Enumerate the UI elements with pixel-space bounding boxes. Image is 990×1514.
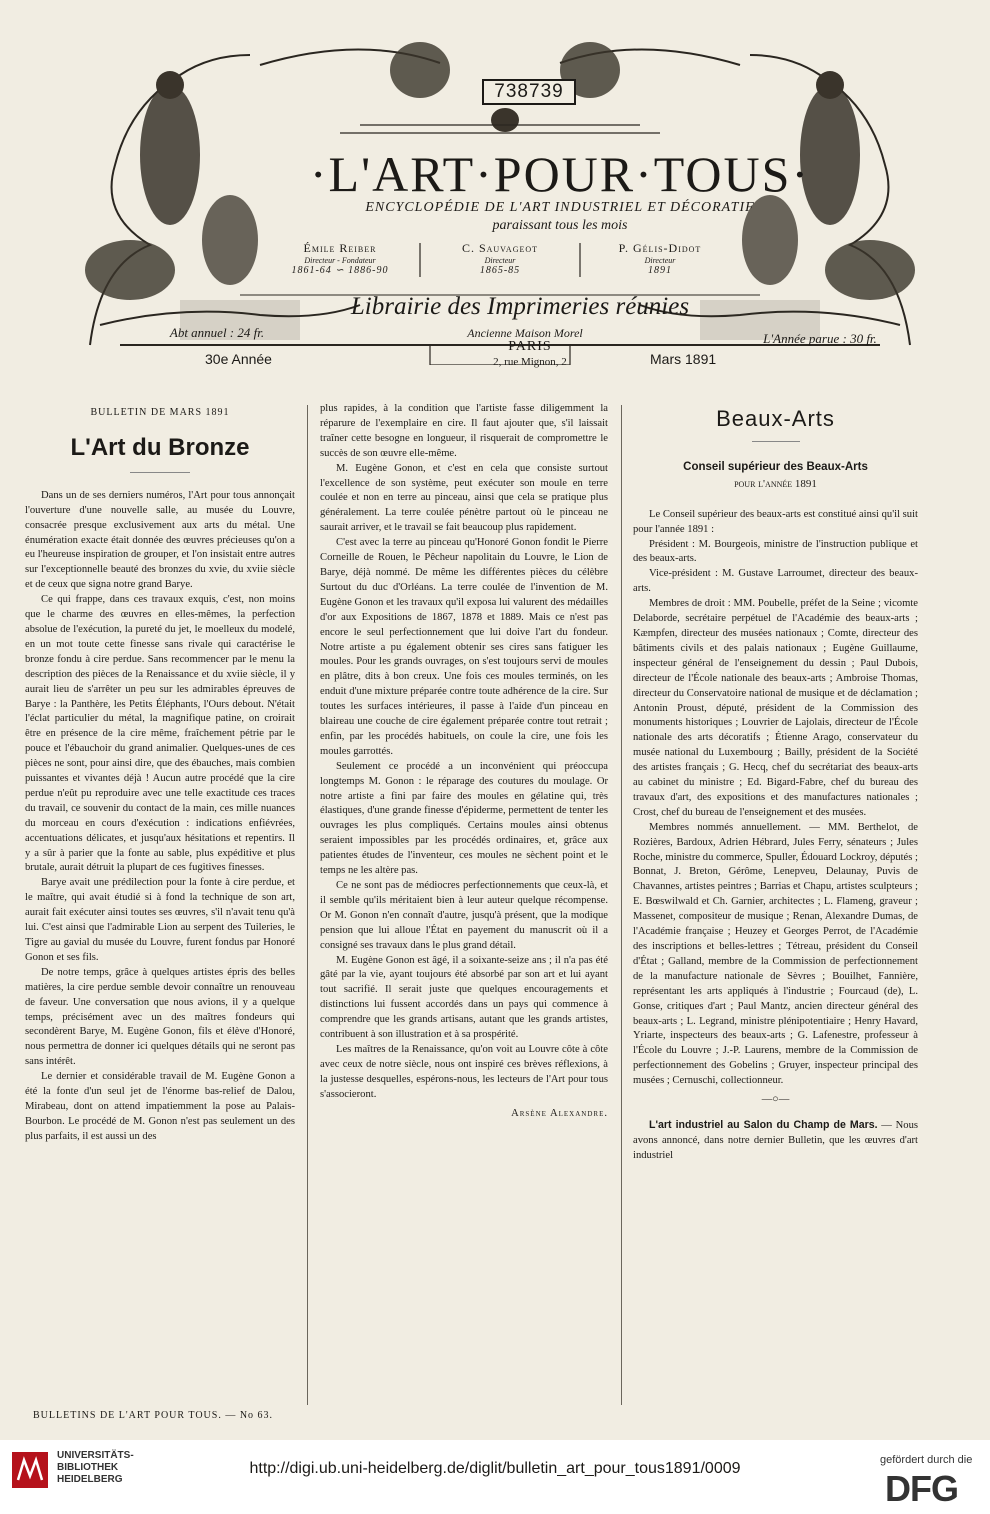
director-reiber <box>255 241 425 276</box>
director-dates: 1891 <box>648 265 672 276</box>
column-divider <box>621 405 622 1405</box>
director-sauvageot <box>415 241 585 276</box>
paragraph: Ce qui frappe, dans ces travaux exquis, c'est, non moins que le charme des œuvres en elles-mêmes, la perfection absolue de l'exécution, la pureté du jet, le moelleux du modelé, en un mot toute cette finesse sans rivale qui caractérise le bronze fondu à cire perdue. Sans recommencer par le menu la description des pièces de la Renaissance et du xviie siècle, il y aurait lieu de s'arrêter un peu sur les admirables épreuves de Barye : la Panthère, les Petits Éléphants, l'Ours debout. N'était l'éclat particulier du métal, la magnifique patine, on croirait être en présence de la cire même, fraîchement pétrie par le pouce et l'ébauchoir du grand animalier. Quelques-unes de ces pièces ne sont, pour ainsi dire, que des ébauches, mais combien puissantes et vivantes déjà ! Aucun autre procédé que la cire perdue n'eût pu reproduire avec une telle exactitude ces traces du travail, ce souvenir du contact de la main, ces mille nuances du morceau en cours d'exécution : indications enfiévrées, accentuations délicates, et jusqu'aux hésitations et repentirs. Il y a sûr à parier que la fonte au sable, plus expéditive et plus brutale, aurait détruit la plupart de ces fugitives finesses. <box>25 594 295 874</box>
back-issue-price: L'Année parue : 30 fr. <box>763 331 877 346</box>
director-dates: 1861-64 ∽ 1886-90 <box>291 265 389 276</box>
separator-mark: —○— <box>761 1094 790 1106</box>
paragraph: De notre temps, grâce à quelques artistes épris des belles matières, la cire perdue semble devoir connaître un renouveau de faveur. Une conversation que nous avions, il y a quelque temps, précisément avec un des maîtres fondeurs qui secondèrent Barye, M. Eugène Gonon, fils et élève d'Honoré, nous permettra de donner ici quelques détails qui ne seront pas sans intérêt. <box>25 966 295 1068</box>
director-name: Émile Reiber <box>303 241 377 255</box>
closing-text: — Nous avons annoncé, dans notre dernier Bulletin, que les œuvres d'art industriel <box>633 1119 918 1161</box>
address: 2, rue Mignon, 2 <box>493 356 567 368</box>
paragraph: Ce ne sont pas de médiocres perfectionnements que ceux-là, et il semble qu'ils méritaient bien à leur auteur quelque récompense. Or M. Gonon n'en connaît d'autre, jusqu'à présent, que la modique pension que lui alloue l'État en payement du manuscrit où il a consigné ses travaux dans le plus grand détail. <box>320 880 608 951</box>
running-head: BULLETIN DE MARS 1891 <box>90 407 230 418</box>
paragraph: M. Eugène Gonon, et c'est en cela que consiste surtout l'excellence de son système, peut exécuter son moule en terre coulée et non en terre au pinceau, ainsi que cela se pratique plus généralement. La terre coulée pénètre partout où le pinceau ne saurait arriver, et le travail se fait beaucoup plus rapidement. <box>320 462 608 534</box>
page-footer: BULLETINS DE L'ART POUR TOUS. — No 63. <box>33 1410 274 1421</box>
director-role: Directeur <box>484 256 516 265</box>
paragraph: Membres de droit : MM. Poubelle, préfet de la Seine ; vicomte Delaborde, secrétaire perpétuel de l'Académie des beaux-arts ; Kæmpfen, directeur des musées nationaux ; Comte, directeur des bâtiments civils et des palais nationaux ; Eugène Guillaume, inspecteur général de l'enseignement du dessin ; Paul Dubois, directeur de l'École nationale des beaux-arts ; Ambroise Thomas, directeur du Conservatoire national de musique et de déclamation ; Antonin Proust, député, président de la Commission des monuments historiques ; Louvrier de Lajolais, directeur de l'École nationale des arts décoratifs ; Étienne Arago, conservateur du musée national du Luxembourg ; Bailly, président de la Société des artistes français ; G. Hecq, chef du secrétariat des beaux-arts au cabinet du ministre ; Ed. Bigard-Fabre, chef du bureau des travaux d'art, des expositions et des manufactures nationales ; Crost, chef du bureau de l'enseignement et des musées. <box>633 598 918 818</box>
issue-date: Mars 1891 <box>650 351 717 367</box>
city: PARIS <box>508 339 552 354</box>
author-signature: Arsène Alexandre. <box>511 1107 608 1119</box>
publisher-name: Librairie des Imprimeries réunies <box>350 293 690 320</box>
paragraph: Membres nommés annuellement. — MM. Berthelot, de Rozières, Bardoux, Adrien Hébrard, Jules Ferry, sénateurs ; Jules Roche, ministre du commerce, Spuller, Édouard Lockroy, députés ; Bonnat, J. Breton, Gérôme, Lenepveu, Delaunay, Puvis de Chavannes, artistes peintres ; Barrias et Chapu, artistes sculpteurs ; E. Bœswilwald et Ch. Garnier, architectes ; L. Flameng, graveur ; Massenet, compositeur de musique ; Renan, Alexandre Dumas, de l'Académie française ; Heuzey et Georges Perrot, de l'Académie des inscriptions et belles-lettres ; Tétreau, président du Conseil d'État ; Galland, membre de la Commission de perfectionnement de la manufacture nationale de Sèvres ; Bouilhet, Fannière, représentant les arts appliqués à l'industrie ; Fourcaud (de), L. Gonse, critiques d'art ; Paul Mantz, ancien directeur général des beaux-arts ; L. Legrand, ministre plénipotentiaire ; Henry Havard, Yriarte, inspecteurs des beaux-arts ; G. Lafenestre, professeur à l'École du Louvre ; J.-P. Laurens, membre de la Commission de perfectionnement des Gobelins ; Gruyer, inspecteur principal des musées ; Cernuschi, collectionneur. <box>633 821 918 1087</box>
paragraph: plus rapides, à la condition que l'artiste fasse diligemment la réparure de l'exemplaire en cire. Il faut ajouter que, s'il laissait traîner cette besogne en longueur, il risquerait de compromettre le succès de son œuvre elle-même. <box>320 403 608 459</box>
section-title: Beaux-Arts <box>716 406 835 431</box>
journal-title: ·L'ART·POUR·TOUS· <box>309 146 811 202</box>
year-label: 30e Année <box>205 351 272 367</box>
document-url-link[interactable]: http://digi.ub.uni-heidelberg.de/diglit/bulletin_art_pour_tous1891/0009 <box>249 1460 741 1477</box>
title-rule <box>130 472 190 473</box>
journal-subtitle: ENCYCLOPÉDIE DE L'ART INDUSTRIEL ET DÉCORATIF <box>365 200 755 215</box>
masthead <box>60 15 940 368</box>
column-beaux-arts <box>633 400 918 1164</box>
paragraph: Vice-président : M. Gustave Larroumet, directeur des beaux-arts. <box>633 568 918 595</box>
paragraph: Les maîtres de la Renaissance, qu'on voit au Louvre côte à côte avec ceux de notre siècle, nous ont inspiré ces brèves réflexions, à la justesse desquelles, espérons-nous, les lecteurs de l'Art pour tous s'associeront. <box>320 1043 608 1100</box>
former-house: Ancienne Maison Morel <box>467 326 583 340</box>
column-art-du-bronze <box>25 400 295 1145</box>
paragraph: Barye avait une prédilection pour la fonte à cire perdue, et le maître, qui avait étudié si à fond la technique de son art, aurait fait exécuter ainsi toutes ses œuvres, s'il n'avait tenu qu'à lui. C'est ainsi que l'admirable Lion au serpent des Tuileries, le Tigre au gavial du musée du Louvre, furent fondus par Honoré Gonon et ses fils. <box>25 877 295 963</box>
university-library-name: UNIVERSITÄTS- BIBLIOTHEK HEIDELBERG <box>57 1450 134 1485</box>
director-name: P. Gélis-Didot <box>618 241 702 255</box>
director-name: C. Sauvageot <box>461 241 539 255</box>
column-art-du-bronze-cont <box>320 402 608 1122</box>
frequency-line: paraissant tous les mois <box>492 218 628 233</box>
paragraph: Dans un de ses derniers numéros, l'Art pour tous annonçait l'ouverture d'une nouvelle salle, au musée du Louvre, consacrée presque exclusivement aux arts du métal. Une énumération exacte était donnée des œuvres précieuses qu'on a eu l'heureuse inspiration de grouper, et l'on insistait entre autres sur l'exceptionnelle beauté des bronzes du xvie, du xviie siècle et de ceux que signa notre grand Barye. <box>25 489 295 591</box>
closing-paragraph <box>633 1118 918 1164</box>
director-role: Directeur - Fondateur <box>304 256 376 265</box>
paragraph: C'est avec la terre au pinceau qu'Honoré Gonon fondit le Pierre Corneille de Rouen, le Pêcheur napolitain du Louvre, le Lion de Barye, déjà nommé. De même les différentes pièces du célèbre Surtout du duc d'Orléans. La terre coulée de l'invention de M. Eugène Gonon et les travaux qu'il exposa lui valurent des médailles d'or aux Expositions de 1867, 1878 et 1889. Mais ce n'est pas encore le seul perfectionnement que lui doive l'art du fondeur. Notre artiste a pu également obtenir ses cires sans fatiguer les moules. Pour les grands ouvrages, on s'est toujours servi de moules en plâtre, dits à bon creux. Une fois ces moules terminés, on les enduit d'une mixture préparée contre toute adhérence de la cire. Sur toutes les surfaces intérieures, il passe à l'aide d'un pinceau en blaireau une couche de cire également préparée contre tout retrait ; enfin, par les procédés habituels, on coule la cire, une fois les moules garrottés. <box>320 537 608 757</box>
director-gelis-didot <box>575 241 745 276</box>
director-role: Directeur <box>644 256 676 265</box>
subsection-heading: Conseil supérieur des Beaux-Arts <box>683 460 868 473</box>
paragraph: Le dernier et considérable travail de M. Eugène Gonon a été la fonte d'un seul jet de l'énorme bas-relief de Dalou, Mirabeau, dont on attend impatiemment la pose au Palais-Bourbon. Le procédé de M. Gonon n'est pas seulement un des plus parfaits, il est aussi un des <box>25 1071 295 1142</box>
funder-label: gefördert durch die <box>880 1454 973 1466</box>
paragraph: Seulement ce procédé a un inconvénient qui préoccupa longtemps M. Gonon : le réparage des coutures du moulage. Or notre artiste a fini par faire des moules en gélatine qui, très élastiques, d'une grande finesse d'épiderme, permettent de tenter les ouvrages les plus compliqués. Certains moules ainsi obtenus seraient impossibles par les procédés ordinaires, et, grâce aux patientes études de l'inventeur, ces moules ne sèchent point et le temps ne les altère pas. <box>320 760 608 877</box>
paragraph: Le Conseil supérieur des beaux-arts est constitué ainsi qu'il suit pour l'année 1891 : <box>633 508 918 535</box>
dfg-logo: DFG <box>885 1468 958 1509</box>
title-rule <box>752 441 800 442</box>
subscription-price: Abt annuel : 24 fr. <box>169 325 265 340</box>
subsection-sub: pour l'année 1891 <box>734 477 817 490</box>
director-dates: 1865-85 <box>479 265 521 276</box>
paragraph: Président : M. Bourgeois, ministre de l'instruction publique et des beaux-arts. <box>633 538 918 565</box>
university-seal-icon <box>10 1450 50 1490</box>
closing-heading: L'art industriel au Salon du Champ de Mars. <box>649 1118 878 1131</box>
inventory-number: 738739 <box>482 79 576 105</box>
article-title: L'Art du Bronze <box>70 433 250 461</box>
paragraph: M. Eugène Gonon est âgé, il a soixante-seize ans ; il n'a pas été gâté par la vie, ayant toujours été absorbé par son art et lui ayant tout sacrifié. Il serait juste que quelques encouragements et distinctions lui fussent accordés dans un pays qui commence à comprendre que les grands artisans, autant que les grands artistes, contribuent à son illustration et à sa prospérité. <box>320 954 608 1041</box>
column-divider <box>307 405 308 1405</box>
